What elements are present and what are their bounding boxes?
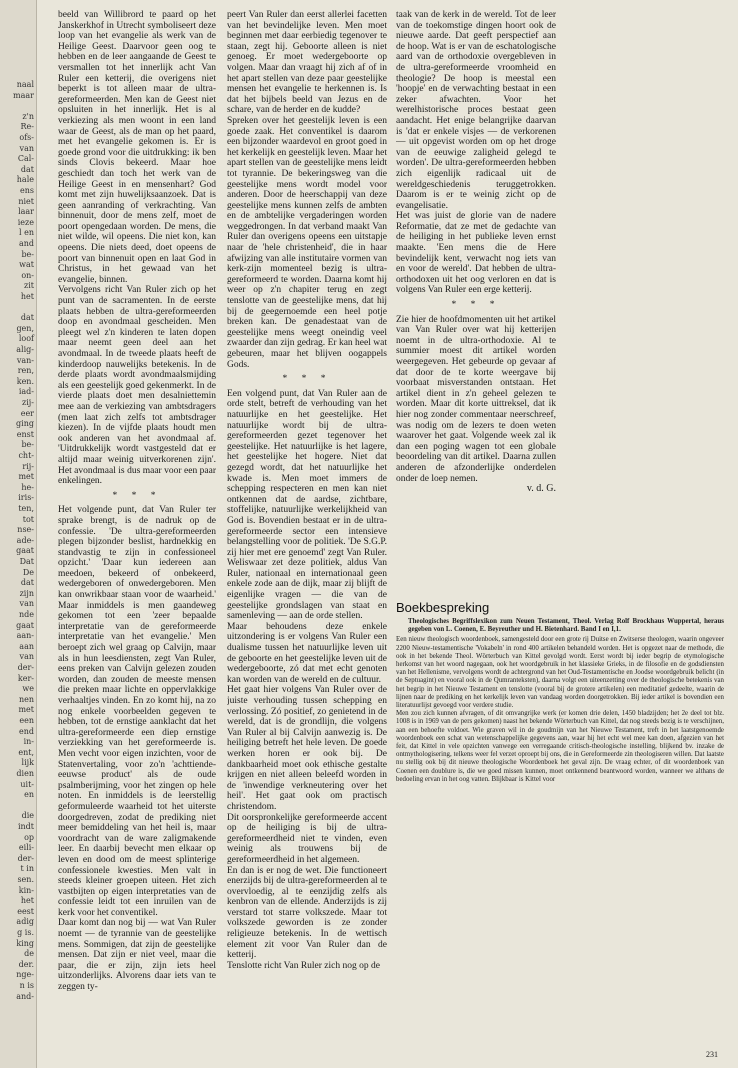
gutter-fragment: ieze xyxy=(17,217,34,227)
col1b-text: Het volgende punt, dat Van Ruler ter sprake brengt, is de nadruk op de confessie. 'De ultra-gereformeerden plegen bijzonder beslist, hardnekkig en standvastig te zijn in confessioneel opzicht.' 'Daar kun iedereen aan meedoen, bekeerd of onbekeerd, wedergeboren of onwedergeboren. Men kan onwrikbaar staan voor de waarheid.' Maar inmiddels is men gaandeweg gekomen tot een 'zeer bepaalde interpretatie van de gereformeerde interpretatie van het evangelie.' Men beroept zich wel graag op Calvijn, maar als in hun leesdiensten, zegt Van Ruler, eens preken van Calvijn gelezen zouden worden, dan zouden de meeste mensen die preken maar lichte en oppervlakkige verhaaltjes vinden. En zo komt hij, na zo nog enkele voorbeelden gegeven te hebben, tot de ernstige aanklacht dat het ultra-gereformeerde een diep ernstige verziekking van het gereformeerde is. Men vecht voor eigen inzichten, voor de Statenvertaling, voor zo'n 'achttiende-eeuwse product' als de oude psalmberijming, voor het zingen op hele noten. En inmiddels is de leerstellig geformuleerde waarheid tot het uiterste doorgedreven, zodat de prediking niet meer bemiddeling van het heil is, maar voordracht van de ware zaligmakende leer. En daarbij bevecht men elkaar op leven en dood om de meest splinterige confessionele kwesties. Men valt in steeds kleiner groepen uiteen. Het zich vastbijten op eigen interpretaties van de confessie leidt tot een inruilen van de kerk voor het conventikel. Daar komt dan nog bij — wat Van Ruler noemt — de tyrannie van de geestelijke mens. Sommigen, dat zijn de geestelijke mensen. Dat zijn er niet veel, maar die paar, die er zijn, zijn iets heel uitzonderlijks. Alvorens daar iets van te zeggen ty- xyxy=(58,505,216,993)
gutter-fragment: ens xyxy=(20,186,34,195)
gutter-fragment: met xyxy=(18,705,34,715)
gutter-fragment: indt xyxy=(17,822,34,831)
gutter-fragment: gaat xyxy=(16,546,34,556)
gutter-fragment: z'n xyxy=(22,111,34,121)
column-1 xyxy=(58,10,216,1010)
section-divider: * * * xyxy=(112,490,162,501)
gutter-fragment: eili- xyxy=(18,843,34,853)
gutter-fragment: sen. xyxy=(17,875,34,884)
section-divider: * * * xyxy=(282,374,332,385)
review-reference: Theologisches Begriffslexikon zum Neuen Testament, Theol. Verlag Rolf Brockhaus Wuppertal, heraus gegeben von L. Coenen, E. Beyreuther und H. Bietenhard. Band I en I,1. xyxy=(408,618,724,634)
col2b-text: Een volgend punt, dat Van Ruler aan de orde stelt, betreft de verhouding van het natuurlijke en het geestelijke. Het natuurlijke wordt bij de ultra-gereformeerden gezet tegenover het geestelijke. Het natuurlijke is het lagere, het geestelijke het hogere. Niet dat gezegd wordt, dat het natuurlijke het kwade is. Men moet immers de schepping respecteren en men kan niet ontkennen dat de aardse, zichtbare, stoffelijke, natuurlijke werkelijkheid van God is. Bovendien bestaat er in de ultra-gereformeerde sector een intensieve belangstelling voor de politiek. 'De S.G.P. zij hier met ere genoemd' zegt Van Ruler. Weliswaar zet deze politiek, aldus Van Ruler, nationaal en internationaal geen enkele zode aan de dijk, maar zij blijft de eigenlijke vragen — die van de geestelijke grondslagen van staat en samenleving — aan de orde stellen. Maar behoudens deze enkele uitzondering is er volgens Van Ruler een dualisme tussen het natuurlijke leven uit de geboorte en het geestelijke leven uit de wedergeboorte, zó dat met echt genoten kan worden van de wereld en de cultuur. Het gaat hier volgens Van Ruler over de juiste verhouding tussen schepping en verlossing. Zó positief, zo genietend in de wereld, dat is de grondlijn, die volgens Van Ruler al bij Calvijn aanwezig is. De heiliging betreft het hele leven. De goede werken horen er ook bij. De dankbaarheid moet ook ethische gestalte krijgen en niet alleen beleefd worden in de 'inwendige verkneutering over het heil'. Het gaat ook om practisch christendom. Dit oorspronkelijke gereformeerde accent op de heiliging is bij de ultra-gereformeerdheid niet te vinden, even weinig als trouwens bij de gereformeerdheid in het algemeen. En dan is er nog de wet. Die functioneert enerzijds bij de ultra-gereformeerden al te overvloedig, al te eenzijdig zelfs als kenbron van de ellende. Anderzijds is zij verstard tot starre volkszede. Maar tot volkszede geworden is ze zonder religieuze betekenis. In de wettisch element zit voor Van Ruler dan de ketterij. Tenslotte richt Van Ruler zich nog op de xyxy=(227,388,387,971)
gutter-fragment: tot xyxy=(22,514,34,524)
gutter-fragment: dat xyxy=(20,578,34,588)
gutter-fragment: dat xyxy=(20,164,34,174)
gutter-fragment: Re- xyxy=(20,122,34,132)
gutter-fragment: van xyxy=(19,599,34,609)
gutter-fragment: en xyxy=(24,790,34,800)
gutter-fragment: niet xyxy=(18,196,34,206)
gutter-fragment: zij- xyxy=(22,398,34,407)
gutter-fragment: ren, xyxy=(17,366,34,376)
col1-text: beeld van Willibrord te paard op het Janskerkhof in Utrecht symboliseert deze loop van het evangelie als werk van de Heilige Geest. Daarvoor geen oog te hebben en de leer aangaande de Geest te versmallen tot het innerlijk acht Van Ruler een ketterij, die overigens niet beperkt is tot alleen maar de ultra-gereformeerden. Men kan de Geest niet opsluiten in het innerlijk. Het is al verkiezing als men woont in een land waar de Geest, als de man op het paard, met het evangelie gekomen is. Er is goede grond voor die uitdrukking: ik ben sinds Clovis bekeerd. Maar hoe geschiedt dan toch het werk van de Heilige Geest in en mensenhart? God komt met zijn huwelijksaanzoek. Dat is geen aanranding of verkrachting. Van binnenuit, door de mens zelf, moet de poort opengedaan worden. De mens, die niet wilde, wil opeens. Die niet kon, kan opeens. Die niets deed, doet opeens de poort van binnenuit open en laat God in Christus, in het gewaad van het evangelie, binnen. Vervolgens richt Van Ruler zich op het punt van de sacramenten. In de eerste plaats hebben de ultra-gereformeerden doop en avondmaal gescheiden. Men pleegt wel z'n kinderen te laten dopen maar neemt geen deel aan het avondmaal. In de tweede plaats heeft de kinderdoop nauwelijks betekenis. In de derde plaats wordt avondmaalsmijding als een geestelijk goed gekenmerkt. In de vierde plaats doet men desalniettemin mee aan de verkiezing van ambtsdragers (men laat zich zelfs tot ambtsdrager kiezen). In de vijfde plaats houdt men ook anderen van het avondmaal af. 'Uitdrukkelijk wordt vastgesteld dat er altijd maar weinig uitverkorenen zijn'. Het avondmaal is dus maar voor een paar enkelingen. xyxy=(58,10,216,487)
gutter-fragment: zijn xyxy=(19,588,34,598)
gutter-fragment: van xyxy=(19,652,34,662)
col2-text: peert Van Ruler dan eerst allerlei facetten van het bevindelijke leven. Men moet beginnen met daar eerbiedig tegenover te staan, zegt hij. Geboorte alleen is niet genoeg. Er moet wedergeboorte op volgen. Maar dan vraagt hij zich af of in het apart stellen van deze paar geestelijke mensen het evangelie te herkennen is. Is dat het bijbels beeld van Jezus en de schare, van de herder en de kudde? Spreken over het geestelijk leven is een goede zaak. Het conventikel is daarom een bijzonder waardevol en groot goed in het kerkelijk en geestelijk leven. Maar het apart stellen van de geestelijke mens leidt tot tyrannie. De bekeringsweg van die geestelijke mens wordt model voor anderen. Door de heerschappij van deze geestelijke mens kunnen zelfs de ambten en de ambtelijke vergaderingen worden weggedrongen. In dat verband maakt Van Ruler dan overigens opeens een uitstapje naar de 'hele christenheid', die in haar afwijzing van alle institutaire vormen van kerk-zijn momenteel bezig is ultra-gereformeerd te worden. Daarna komt hij weer op z'n chapiter terug en zegt tenslotte van de geestelijke mens, dat hij bij de geegernoemde een heel potje breken kan. De genadestaat van de geestelijke mens weegt oneindig veel zwaarder dan zijn gedrag. Er kan heel wat gebeuren, maar het blijven oogappels Gods. xyxy=(227,10,387,370)
gutter-fragment: rij- xyxy=(22,461,34,471)
gutter-fragment: nge- xyxy=(16,970,34,980)
gutter-fragment: loof xyxy=(18,334,34,344)
section-divider: * * * xyxy=(451,300,501,311)
page-number: 231 xyxy=(706,1050,718,1059)
gutter-fragment: ging xyxy=(16,419,34,429)
gutter-fragment: we xyxy=(22,684,34,694)
gutter-fragment: maar xyxy=(13,90,34,100)
gutter-fragment: De xyxy=(22,567,34,577)
gutter-fragment: wat xyxy=(19,260,34,270)
gutter-fragment: iad- xyxy=(18,387,34,397)
gutter-fragment: dien xyxy=(16,769,34,778)
gutter-fragment: Cal- xyxy=(17,154,34,164)
gutter-fragment: lijk xyxy=(21,758,34,768)
gutter-fragment: eest xyxy=(17,906,34,916)
book-review xyxy=(396,618,724,784)
gutter-fragment: die xyxy=(21,811,34,821)
gutter-fragment: op xyxy=(24,832,34,842)
column-3 xyxy=(396,10,556,550)
gutter-fragment: ker- xyxy=(17,673,34,683)
gutter-fragment: enst xyxy=(16,429,34,439)
column-2 xyxy=(227,10,387,1010)
gutter-fragment: be- xyxy=(21,440,34,450)
previous-page-edge xyxy=(0,0,37,1068)
gutter-fragment: gen, xyxy=(16,323,34,333)
gutter-fragment: he- xyxy=(21,482,34,492)
gutter-fragment: ent, xyxy=(18,747,34,757)
review-text: Een nieuw theologisch woordenboek, samengesteld door een grote rij Duitse en Zwitserse theologen, waarin ongeveer 2200 Nieuw-testamentische 'Vokabeln' in rond 400 artikelen behandeld worden. Het is opgezet naar de methode, die ook in het bekende Theol. Wörterbuch van Kittel gevolgd wordt. Eerst wordt bij ieder begrip de etymologische herkomst van het woord nagegaan, ook het woordgebruik in het klassieke Grieks, in de filosofie en de godsdiensten van het Hellenisme, vervolgens wordt de achtergrond van het Oud-Testamentische en Joodse woordgebruik belicht (in de Septuagint) en vooral ook in de Qumranteksten), daarna volgt een uiteenzetting over de theologische betekenis van het begrip in het Nieuwe Testament en tenslotte (vooral bij de grotere artikelen) een meditatief gedeelte, waarin de lijnen naar de prediking en het kerkelijk leven van vandaag worden doorgetrokken. Bij ieder artikel is bovendien een literatuurlijst gevoegd voor verdere studie. Men zou zich kunnen afvragen, of dit omvangrijke werk (er komen drie delen, 1450 bladzijden; het 2e deel tot blz. 1008 is in 1969 van de pers gekomen) naast het bekende Wörterbuch van Kittel, dat nog steeds bezig is te verschijnen, aan een behoefte voldoet. Wie graven wil in de goudmijn van het Nieuwe Testament, treft in het laatstgenoemde woordenboek een schat van wetenschappelijke gegevens aan, waar hij het echt wel mee kan doen, afgezien van het feit, dat Kittel in vele opzichten vanwege een verregaande critisch-theologische instelling, blijkend bv. inzake de ontmythologisering, telkens weer fel verzet oproept bij ons, die in Gereformeerde zin theologiseren willen. Dat laatste nu stellig ook bij dit nieuwe theologische Woordenboek het geval zijn. De vraag echter, of dit woordenboek van Coenen een doublure is, die we goed missen kunnen, moet ontkennend beantwoord worden, wanneer we althans de bedoeling ervan in het oog vatten. Blijkbaar is Kittel voor xyxy=(396,636,724,783)
gutter-fragment: cht- xyxy=(18,451,34,460)
gutter-fragment: nde xyxy=(18,610,34,619)
gutter-fragment: in- xyxy=(23,737,34,747)
gutter-fragment: der- xyxy=(17,663,34,672)
col3b-text: Zie hier de hoofdmomenten uit het artikel van Van Ruler over wat hij ketterijen noemt in de ultra-orthodoxie. Al te summier moest dit artikel worden weergegeven. Het gebeurde op gevaar af dat door de te korte weergave bij voorbaat misverstanden ontstaan. Het artikel dient in z'n geheel gelezen te worden. Maar dit korte uittreksel, dat ik hier nog zonder commentaar neerschreef, was nodig om de lezers te doen weten waarover het gaat. Volgende week zal ik dan een poging wagen tot een globale beoordeling van dit artikel. Daarna zullen anderen de afzonderlijke onderdelen onder de loep nemen. xyxy=(396,314,556,484)
gutter-fragment: Dat xyxy=(19,557,34,566)
author-signature: v. d. G. xyxy=(526,483,556,495)
gutter-fragment: t in xyxy=(20,864,34,874)
gutter-fragment: g is. xyxy=(17,928,34,937)
gutter-fragment: de xyxy=(24,949,34,959)
gutter-fragment: on- xyxy=(21,270,34,280)
gutter-fragment: aan- xyxy=(16,631,34,641)
gutter-fragment: nse- xyxy=(17,525,34,535)
gutter-fragment: n is xyxy=(19,981,34,990)
gutter-fragment: dat xyxy=(20,313,34,323)
gutter-fragment: king xyxy=(16,938,34,948)
gutter-fragment: kin- xyxy=(18,885,34,895)
col3-text: taak van de kerk in de wereld. Tot de leer van de toekomstige dingen hoort ook de nieuwe aarde. Dat geeft perspectief aan de hoop. Wat is er van de eschatologische aard van de orthodoxie overgebleven in de ultra-gereformeerde vroomheid en theologie? De hoop is meestal een 'hoopje' en de verwachting bestaat in een zeker afwachten. Voor het werelhistorische proces bestaat geen aandacht. Het enige belangrijke daarvan is 'dat er enkele visjes — de verkorenen — uit opgevist worden om op het droge van de eeuwige zaligheid gelegd te worden'. De ultra-gereformeerden hebben zich eigenlijk radicaal uit de wereldgeschiedenis teruggetrokken. Daarom is er te weinig zicht op de evangelisatie. Het was juist de glorie van de nadere Reformatie, dat ze met de gedachte van de heiliging in het publieke leven ernst maakte. 'Een mens die de Here bevindelijk kent, verwacht nog iets van en voor de wereld'. Dat hebben de ultra-orthodoxen uit het oog verloren en dat is volgens Van Ruler een erge ketterij. xyxy=(396,10,556,296)
gutter-fragment: zit xyxy=(24,281,34,291)
review-heading: Boekbespreking xyxy=(396,600,490,615)
gutter-fragment: het xyxy=(20,292,34,301)
gutter-fragment: een xyxy=(19,716,34,725)
gutter-fragment: ten, xyxy=(18,504,34,513)
gutter-fragment: der- xyxy=(17,853,34,863)
gutter-fragment: gaat xyxy=(16,620,34,630)
gutter-fragment: end xyxy=(18,726,34,736)
gutter-fragment: ofs- xyxy=(19,133,34,142)
gutter-fragment: and- xyxy=(16,991,34,1001)
gutter-fragment: iris- xyxy=(18,493,34,503)
gutter-fragment: ken. xyxy=(16,376,34,386)
gutter-fragment: van- xyxy=(16,355,34,365)
gutter-fragment: van xyxy=(19,143,34,153)
gutter-fragment: het xyxy=(20,896,34,906)
gutter-fragment: uit- xyxy=(20,779,34,789)
gutter-fragment: met xyxy=(18,472,34,482)
gutter-fragment: alig- xyxy=(16,345,34,354)
gutter-fragment: nen xyxy=(18,694,34,704)
gutter-fragment: laar xyxy=(18,207,34,217)
gutter-fragment: der. xyxy=(18,959,34,969)
gutter-fragment: naal xyxy=(16,80,34,89)
gutter-fragment: ade- xyxy=(16,535,34,545)
gutter-fragment: eer xyxy=(20,408,34,418)
gutter-fragment: adig xyxy=(16,917,34,927)
gutter-fragment: be- xyxy=(21,249,34,259)
gutter-fragment: aan xyxy=(19,641,34,651)
gutter-fragment: hale xyxy=(16,175,34,185)
gutter-fragment: and xyxy=(18,239,34,248)
gutter-fragment: l en xyxy=(19,228,34,238)
